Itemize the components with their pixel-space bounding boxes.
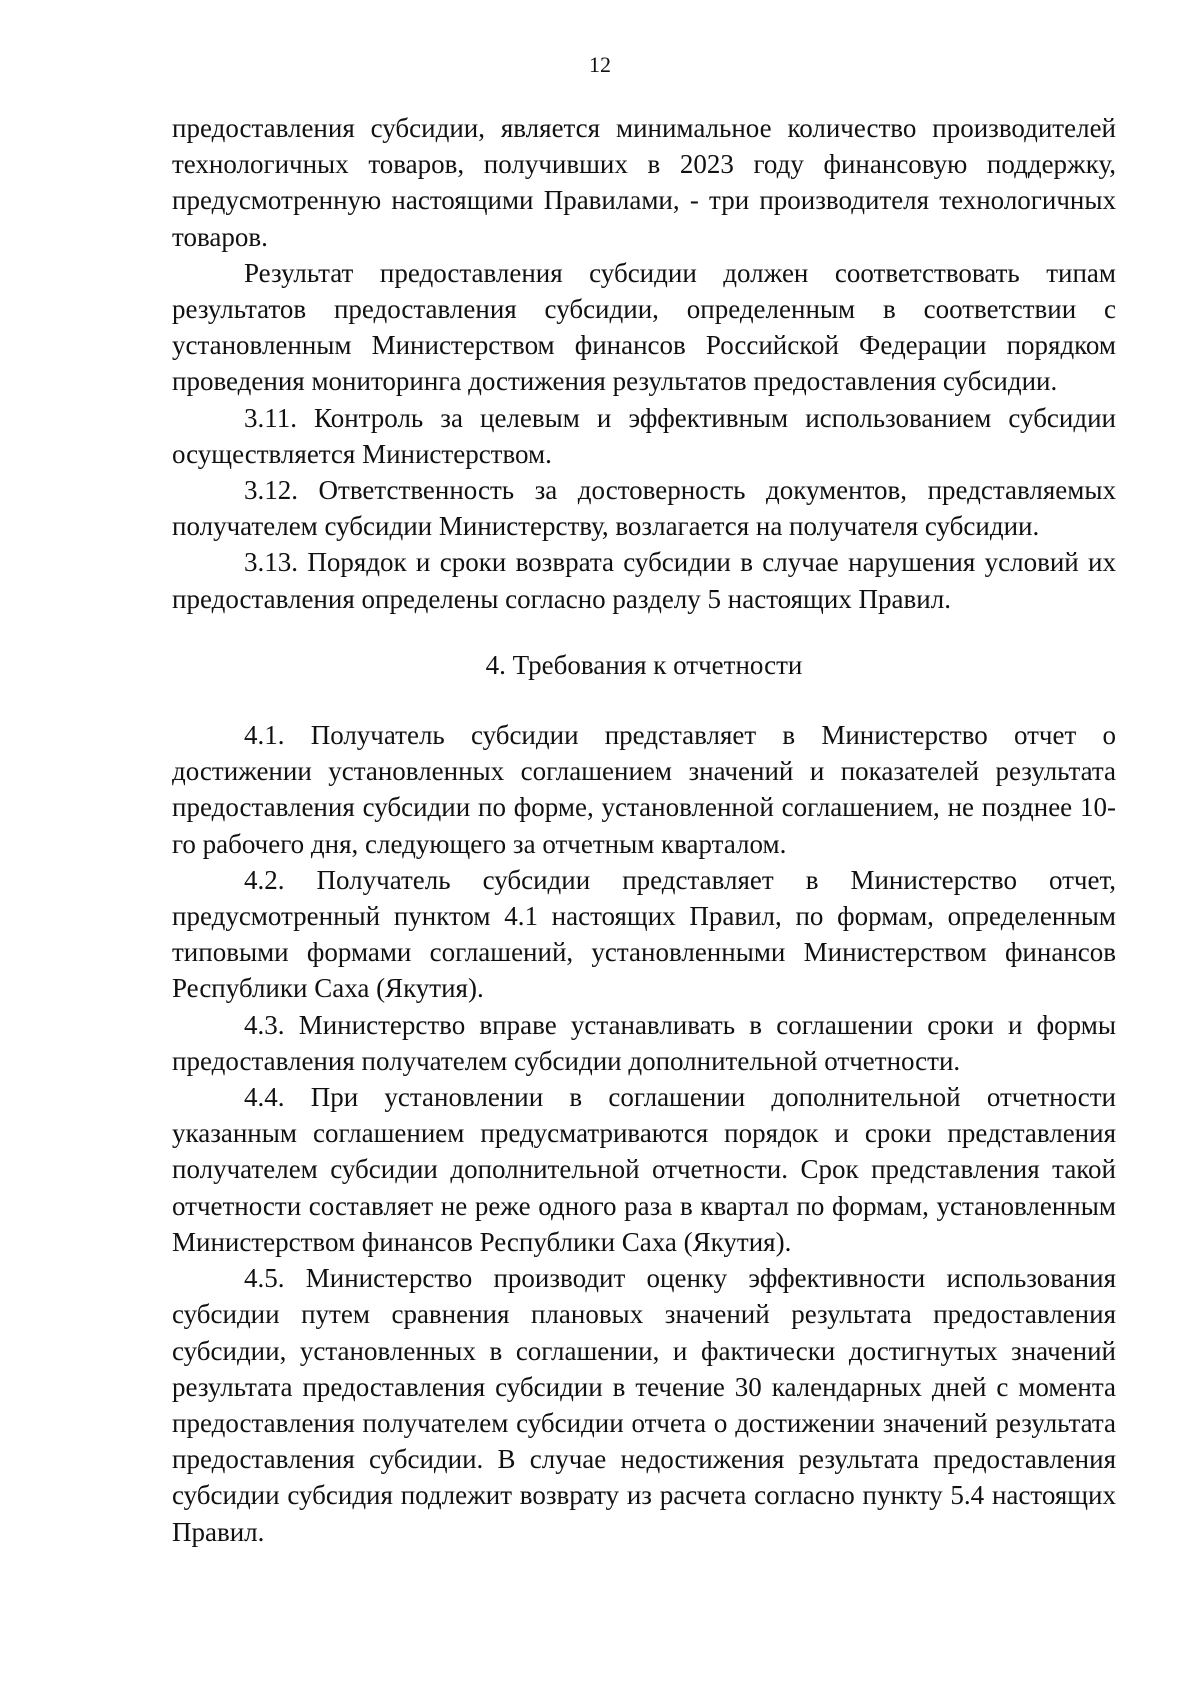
paragraph-3-13: 3.13. Порядок и сроки возврата субсидии в случае нарушения условий их предоставления определены согласно разделу 5 настоящих Правил. xyxy=(172,547,1116,614)
paragraph-4-1: 4.1. Получатель субсидии представляет в Министерство отчет о достижении установленных соглашением значений и показателей результата предоставления субсидии по форме, установленной соглашением, не позднее 10-го рабочего дня, следующего за отчетным кварталом. xyxy=(172,720,1116,859)
page-number: 12 xyxy=(589,52,611,77)
paragraph-4-2: 4.2. Получатель субсидии представляет в Министерство отчет, предусмотренный пунктом 4.1 настоящих Правил, по формам, определенным типовыми формами соглашений, установленными Министерством финансов Республики Саха (Якутия). xyxy=(172,864,1116,1004)
paragraph-result-types: Результат предоставления субсидии должен соответствовать типам результатов предоставления субсидии, определенным в соответствии с установленным Министерством финансов Российской Федерации порядком проведения мониторинга достижения результатов предоставления субсидии. xyxy=(172,257,1116,397)
paragraph-3-10-continuation: предоставления субсидии, является минимальное количество производителей технологичных товаров, получивших в 2023 году финансовую поддержку, предусмотренную настоящими Правилами, - три производителя технологичных товаров. xyxy=(172,113,1116,252)
paragraph-4-4: 4.4. При установлении в соглашении дополнительной отчетности указанным соглашением предусматриваются порядок и сроки представления получателем субсидии дополнительной отчетности. Срок представления такой отчетности составляет не реже одного раза в квартал по формам, установленным Министерством финансов Республики Саха (Якутия). xyxy=(172,1082,1116,1257)
paragraph-4-3: 4.3. Министерство вправе устанавливать в соглашении сроки и формы предоставления получателем субсидии дополнительной отчетности. xyxy=(172,1009,1116,1076)
paragraph-4-5: 4.5. Министерство производит оценку эффективности использования субсидии путем сравнения плановых значений результата предоставления субсидии, установленных в соглашении, и фактически достигнутых значений результата предоставления субсидии в течение 30 календарных дней с момента предоставления получателем субсидии отчета о достижении значений результата предоставления субсидии. В случае недостижения результата предоставления субсидии субсидия подлежит возврату из расчета согласно пункту 5.4 настоящих Правил. xyxy=(172,1263,1116,1547)
paragraph-3-12: 3.12. Ответственность за достоверность документов, представляемых получателем субсидии Министерству, возлагается на получателя субсидии. xyxy=(172,475,1116,542)
paragraph-3-11: 3.11. Контроль за целевым и эффективным использованием субсидии осуществляется Министерством. xyxy=(172,402,1116,469)
section-heading: 4. Требования к отчетности xyxy=(485,649,803,680)
document-body xyxy=(172,110,1116,1550)
